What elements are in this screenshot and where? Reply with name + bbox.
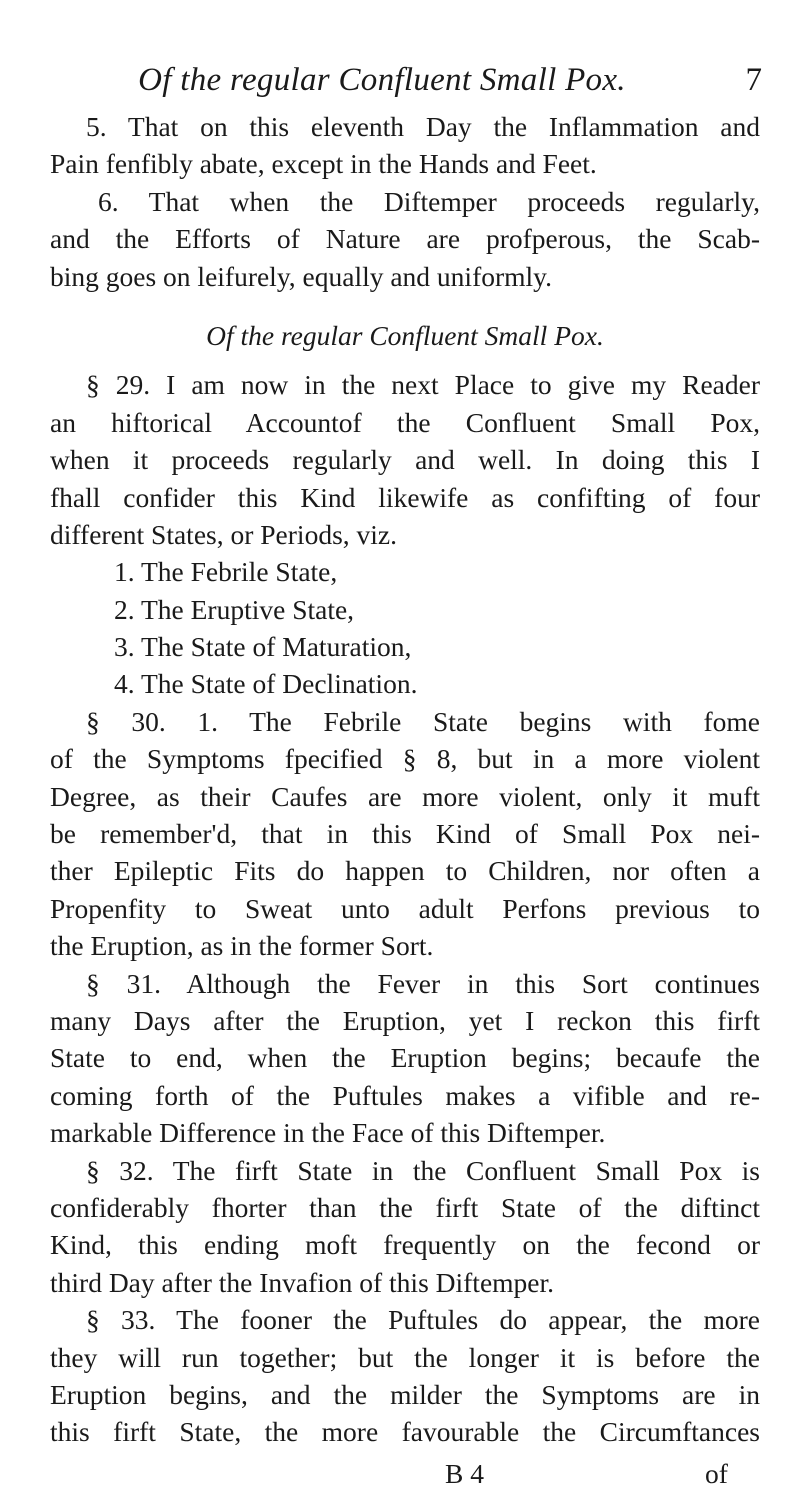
text-line: they will run together; but the longer it is before the: [50, 1341, 760, 1373]
list-item: 4. The State of Declination.: [114, 668, 418, 700]
section-heading: Of the regular Confluent Small Pox.: [206, 319, 604, 351]
text-line: § 32. The firft State in the Confluent Small Pox is: [86, 1154, 760, 1186]
text-line: of the Symptoms fpecified § 8, but in a more violent: [50, 743, 760, 775]
text-line: Pain fenfibly abate, except in the Hands and Feet.: [50, 148, 597, 180]
text-line: Eruption begins, and the milder the Symptoms are in: [50, 1378, 760, 1410]
text-line: markable Difference in the Face of this Diftemper.: [50, 1117, 606, 1149]
text-line: § 33. The fooner the Puftules do appear, the more: [86, 1304, 760, 1336]
text-line: Kind, this ending moft frequently on the fecond or: [50, 1229, 760, 1261]
page-footer: [0, 1458, 800, 1498]
text-line: the Eruption, as in the former Sort.: [50, 930, 434, 962]
text-line: § 30. 1. The Febrile State begins with fome: [86, 705, 760, 737]
text-line: § 31. Although the Fever in this Sort continues: [86, 967, 760, 999]
signature-mark: B 4: [445, 1458, 484, 1489]
body-text: [50, 108, 760, 1451]
text-line: different States, or Periods, viz.: [50, 518, 397, 550]
text-line: third Day after the Invafion of this Diftemper.: [50, 1266, 555, 1298]
text-line: when it proceeds regularly and well. In doing this I: [50, 444, 760, 476]
running-title: Of the regular Confluent Small Pox.: [138, 62, 626, 98]
text-line: Propenfity to Sweat unto adult Perfons previous to: [50, 892, 760, 924]
page-number: 7: [745, 62, 762, 98]
list-item: 1. The Febrile State,: [114, 556, 338, 588]
text-line: confiderably fhorter than the firft State of the diftinct: [50, 1191, 760, 1223]
text-line: an hiftorical Accountof the Confluent Small Pox,: [50, 406, 760, 438]
text-line: 5. That on this eleventh Day the Inflammation and: [86, 111, 760, 142]
text-line: ther Epileptic Fits do happen to Children, nor often a: [50, 855, 760, 887]
running-header: [62, 62, 762, 106]
text-line: be remember'd, that in this Kind of Small Pox nei-: [50, 818, 760, 850]
text-line: bing goes on leifurely, equally and uniformly.: [50, 260, 553, 292]
text-line: this firft State, the more favourable the Circumftances: [50, 1416, 760, 1448]
catchword: of: [705, 1458, 728, 1489]
text-line: and the Efforts of Nature are profperous, the Scab-: [50, 223, 760, 255]
text-line: § 29. I am now in the next Place to give my Reader: [86, 369, 760, 401]
text-line: Degree, as their Caufes are more violent, only it muft: [50, 780, 760, 812]
text-line: coming forth of the Puftules makes a vifible and re-: [50, 1079, 760, 1111]
list-item: 3. The State of Maturation,: [114, 631, 412, 663]
text-line: many Days after the Eruption, yet I reckon this firft: [50, 1004, 760, 1036]
list-item: 2. The Eruptive State,: [114, 593, 355, 625]
text-line: State to end, when the Eruption begins; becaufe the: [50, 1042, 760, 1074]
text-line: fhall confider this Kind likewife as confifting of four: [50, 481, 760, 513]
text-line: 6. That when the Diftemper proceeds regularly,: [98, 185, 760, 217]
